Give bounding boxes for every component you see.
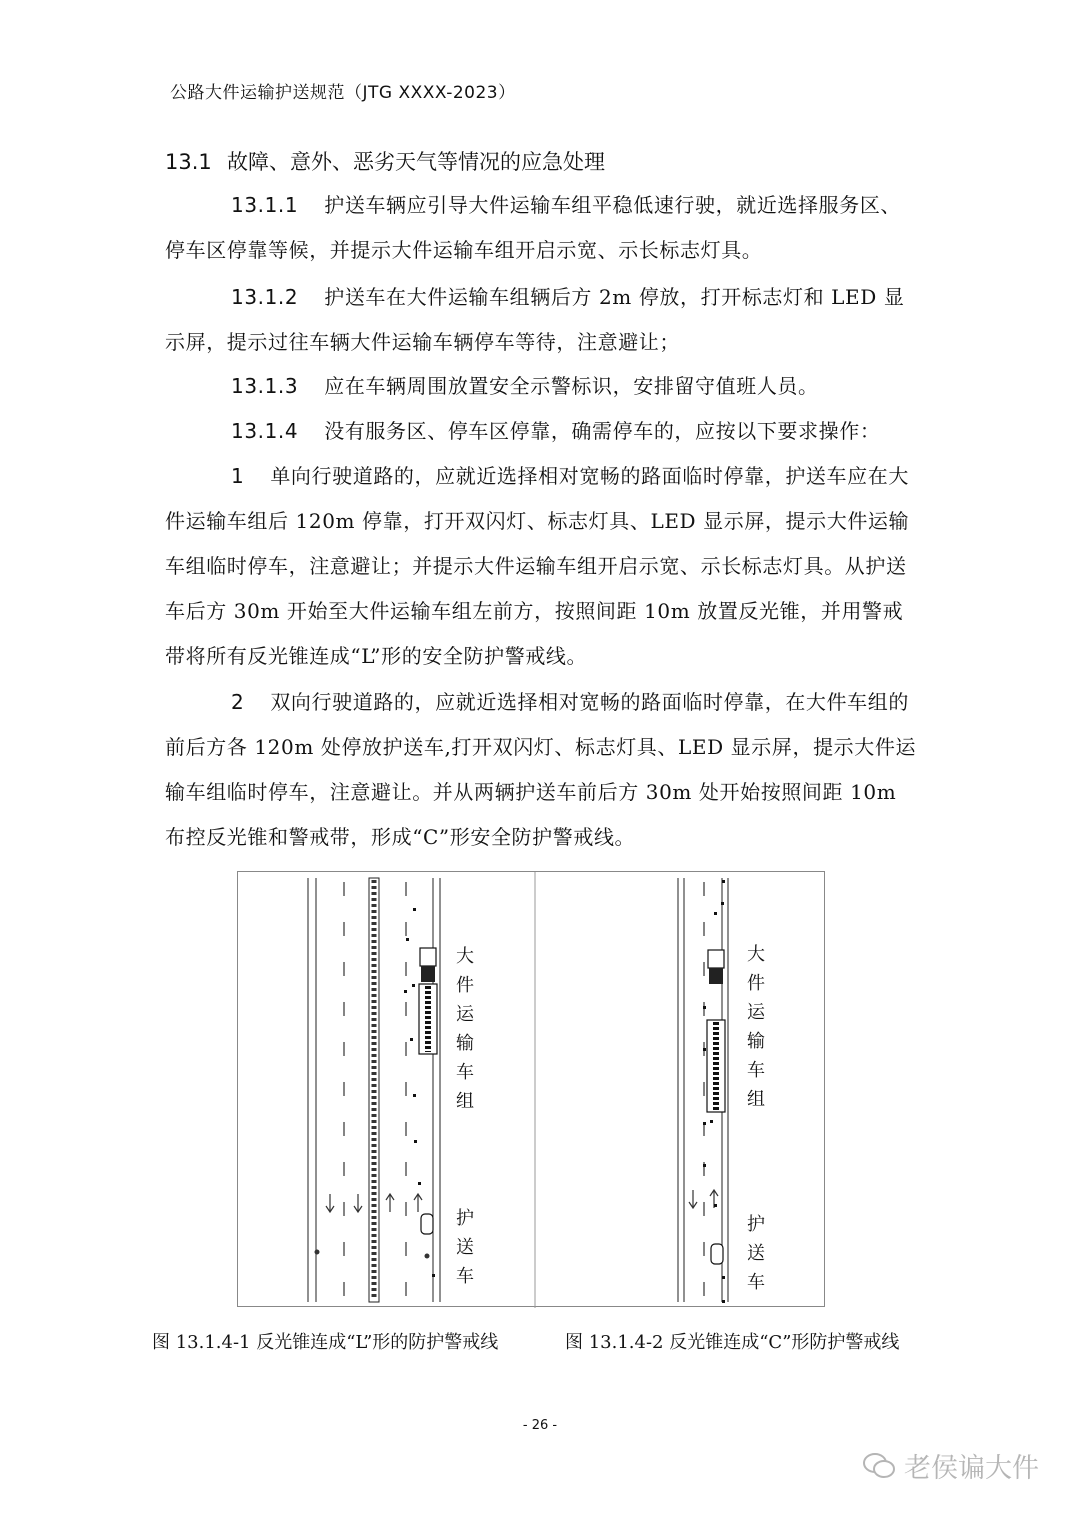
- caption-figure-right: 图 13.1.4-2 反光锥连成“C”形防护警戒线: [565, 1332, 900, 1353]
- section-heading: [165, 146, 605, 176]
- road-diagram-svg: [238, 872, 826, 1308]
- paragraph-13-1-3: [165, 364, 920, 409]
- list-item-2: [165, 680, 920, 860]
- figure-road-diagrams: [237, 871, 825, 1307]
- clause-text: 护送车辆应引导大件运输车组平稳低速行驶，就近选择服务区、停车区停靠等候，并提示大件运输车组开启示宽、示长标志灯具。: [165, 193, 902, 262]
- clause-text: 应在车辆周围放置安全示警标识，安排留守值班人员。: [324, 374, 819, 398]
- running-header: 公路大件运输护送规范（JTG XXXX-2023）: [170, 83, 516, 103]
- list-item-1: [165, 454, 920, 679]
- escort-car-left: [421, 1214, 433, 1234]
- item-text: 双向行驶道路的，应就近选择相对宽畅的路面临时停靠，在大件车组的前后方各 120m 处停放护送车,打开双闪灯、标志灯具、LED 显示屏，提示大件运输车组临时停车，注意避让。并从两辆护送车前后方 30m 处开始按照间距 10m 布控反光锥和警戒带，形成“C”形安全防护警戒线。: [165, 690, 917, 849]
- section-title: 故障、意外、恶劣天气等情况的应急处理: [227, 150, 605, 174]
- label-escort-right: 护送车: [747, 1214, 765, 1293]
- clause-number: 13.1.2: [231, 285, 299, 309]
- item-text: 单向行驶道路的，应就近选择相对宽畅的路面临时停靠，护送车应在大件运输车组后 120m 停靠，打开双闪灯、标志灯具、LED 显示屏，提示大件运输车组临时停车，注意避让；并提示大件运输车组开启示宽、示长标志灯具。从护送车后方 30m 开始至大件运输车组左前方，按照间距 10m 放置反光锥，并用警戒带将所有反光锥连成“L”形的安全防护警戒线。: [165, 464, 910, 668]
- label-vehicle-group-right: 大件运输车组: [747, 944, 765, 1110]
- label-vehicle-group-left: 大件运输车组: [456, 946, 474, 1112]
- watermark: [862, 1446, 1039, 1485]
- section-number: 13.1: [165, 150, 212, 174]
- caption-figure-left: 图 13.1.4-1 反光锥连成“L”形的防护警戒线: [152, 1332, 499, 1353]
- clause-number: 13.1.4: [231, 419, 299, 443]
- paragraph-13-1-1: [165, 183, 920, 273]
- paragraph-13-1-4: [165, 409, 920, 454]
- clause-number: 13.1.3: [231, 374, 299, 398]
- clause-number: 13.1.1: [231, 193, 299, 217]
- watermark-text: 老侯谝大件: [904, 1453, 1039, 1484]
- label-escort-left: 护送车: [456, 1208, 474, 1287]
- paragraph-13-1-2: [165, 275, 920, 365]
- item-number: 1: [231, 464, 245, 488]
- item-number: 2: [231, 690, 245, 714]
- chat-bubble-icon: [862, 1451, 896, 1481]
- clause-text: 没有服务区、停车区停靠，确需停车的，应按以下要求操作：: [324, 419, 881, 443]
- truck-group-right: [707, 950, 725, 1112]
- clause-text: 护送车在大件运输车组辆后方 2m 停放，打开标志灯和 LED 显示屏，提示过往车辆大件运输车辆停车等待，注意避让；: [165, 285, 905, 354]
- escort-car-right: [711, 1244, 723, 1264]
- page-number: - 26 -: [522, 1418, 558, 1433]
- truck-group-left: [419, 948, 437, 1054]
